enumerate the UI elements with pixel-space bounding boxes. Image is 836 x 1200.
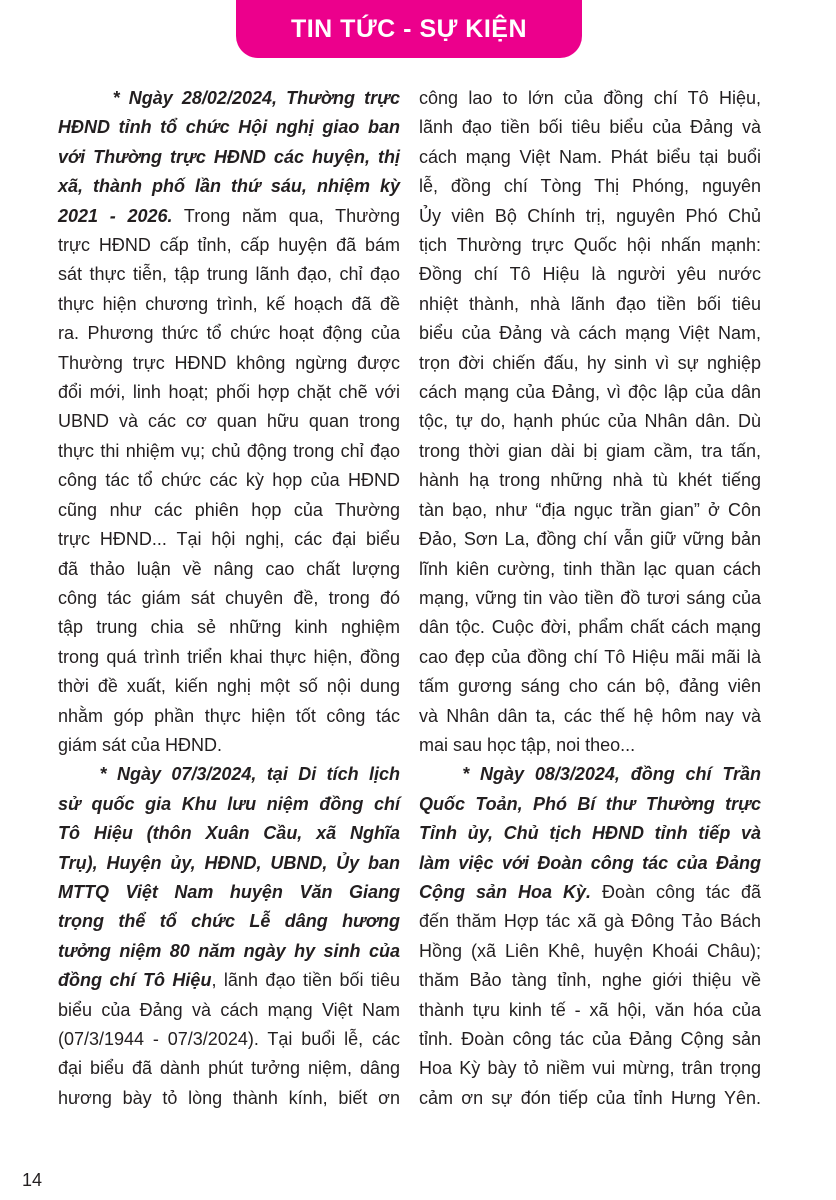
body-text: mai sau học tập, noi theo... (419, 734, 636, 755)
text-line (419, 819, 761, 848)
body-text: lễ, đồng chí Tòng Thị Phóng, nguyên (419, 176, 761, 197)
text-line (419, 878, 761, 907)
body-text: ra. Phương thức tổ chức hoạt động của (58, 323, 400, 344)
body-text: đổi mới, linh hoạt; phối hợp chặt chẽ với (58, 382, 400, 403)
text-line (58, 202, 400, 231)
text-line (58, 996, 400, 1025)
headline-text: Trụ), Huyện ủy, HĐND, UBND, Ủy ban (58, 852, 400, 873)
text-line (419, 466, 761, 495)
text-line (419, 702, 761, 731)
body-text: cách mạng Việt Nam. Phát biểu tại buổi (419, 146, 761, 167)
text-line (419, 849, 761, 878)
body-text: tịch Thường trực Quốc hội nhấn mạnh: (419, 235, 761, 256)
text-line (58, 555, 400, 584)
headline-text: Quốc Toản, Phó Bí thư Thường trực (419, 793, 761, 814)
text-line (58, 878, 400, 907)
text-line (419, 672, 761, 701)
body-text: thành tựu kinh tế - xã hội, văn hóa của (419, 999, 761, 1020)
text-line (419, 290, 761, 319)
body-text: Đoàn công tác đã (590, 881, 761, 902)
body-text: thực thi nhiệm vụ; chủ động trong chỉ đạo (58, 440, 400, 461)
text-line (58, 113, 400, 142)
body-text: hương bày tỏ lòng thành kính, biết ơn (58, 1087, 400, 1108)
headline-text: * Ngày 08/3/2024, đồng chí Trần (419, 764, 761, 785)
page-number: 14 (22, 1170, 43, 1190)
text-line (58, 584, 400, 613)
text-line (58, 290, 400, 319)
text-line (419, 731, 761, 760)
text-line (58, 907, 400, 936)
body-text: (07/3/1944 - 07/3/2024). Tại buổi lễ, các (58, 1029, 400, 1049)
body-text: đã thảo luận về nâng cao chất lượng (58, 558, 400, 579)
body-text: tấm gương sáng cho cán bộ, đảng viên (419, 676, 761, 697)
text-line (419, 1084, 761, 1113)
body-text: Hoa Kỳ bày tỏ niềm vui mừng, trân trọng (419, 1058, 761, 1079)
text-line (58, 378, 400, 407)
body-text: cảm ơn sự đón tiếp của tỉnh Hưng Yên. (419, 1087, 761, 1108)
body-text: công tác giám sát chuyên đề, trong đó (58, 587, 400, 608)
body-text: tộc, tự do, hạnh phúc của Nhân dân. Dù (419, 411, 761, 432)
text-line (58, 349, 400, 378)
body-text: lãnh đạo tiền bối tiêu biểu của Đảng và (419, 117, 761, 138)
text-line (58, 260, 400, 289)
text-line (419, 319, 761, 348)
body-text: hành hạ trong những nhà tù khét tiếng (419, 470, 761, 491)
headline-text: * Ngày 07/3/2024, tại Di tích lịch (58, 764, 400, 785)
text-line (419, 260, 761, 289)
text-line (419, 378, 761, 407)
section-banner (236, 0, 582, 58)
body-text: tàn bạo, như “địa ngục trần gian” ở Côn (419, 499, 761, 520)
text-line (58, 966, 400, 995)
body-text: thời đề xuất, kiến nghị một số nội dung (58, 676, 400, 697)
left-column (58, 84, 400, 1113)
body-text: , lãnh đạo tiền bối tiêu (211, 970, 400, 991)
text-line (419, 113, 761, 142)
text-line (58, 702, 400, 731)
body-text: cao đẹp của đồng chí Tô Hiệu mãi mãi là (419, 646, 761, 667)
body-text: trọn đời chiến đấu, hy sinh vì sự nghiệp (419, 352, 761, 373)
body-text: Đồng chí Tô Hiệu là người yêu nước (419, 264, 761, 285)
text-line (419, 760, 761, 789)
body-text: trực HĐND... Tại hội nghị, các đại biểu (58, 529, 400, 550)
text-line (58, 437, 400, 466)
headline-text: tưởng niệm 80 năm ngày hy sinh của (58, 940, 400, 961)
text-line (419, 1054, 761, 1083)
body-text: công tác tổ chức các kỳ họp của HĐND (58, 470, 400, 491)
body-text: giám sát của HĐND. (58, 734, 223, 755)
headline-text: làm việc với Đoàn công tác của Đảng (419, 852, 761, 873)
body-text: Đảo, Sơn La, đồng chí vẫn giữ vững bản (419, 529, 761, 550)
text-line (419, 937, 761, 966)
headline-text: sử quốc gia Khu lưu niệm đồng chí (58, 793, 400, 814)
body-text: trực HĐND cấp tỉnh, cấp huyện đã bám (58, 235, 400, 256)
text-line (58, 143, 400, 172)
text-line (419, 790, 761, 819)
text-line (419, 231, 761, 260)
headline-text: MTTQ Việt Nam huyện Văn Giang (58, 881, 400, 902)
text-line (58, 613, 400, 642)
text-line (419, 907, 761, 936)
right-column (419, 84, 761, 1113)
text-line (58, 760, 400, 789)
text-line (419, 1025, 761, 1054)
body-text: mạng, vững tin vào tiền đồ tươi sáng của (419, 587, 761, 608)
section-title: TIN TỨC - SỰ KIỆN (290, 14, 528, 43)
text-line (419, 496, 761, 525)
text-line (58, 525, 400, 554)
text-line (58, 731, 400, 760)
body-text: thăm Bảo tàng tỉnh, nghe giới thiệu về (419, 970, 761, 991)
body-text: lĩnh kiên cường, tinh thần lạc quan cách (419, 558, 761, 579)
headline-text: Cộng sản Hoa Kỳ. (419, 881, 591, 902)
body-text: công lao to lớn của đồng chí Tô Hiệu, (419, 88, 761, 108)
text-line (419, 349, 761, 378)
text-line (58, 790, 400, 819)
headline-text: với Thường trực HĐND các huyện, thị (58, 146, 400, 167)
text-line (58, 1025, 400, 1054)
text-line (419, 613, 761, 642)
text-line (419, 202, 761, 231)
text-line (419, 84, 761, 113)
text-line (419, 643, 761, 672)
headline-text: đồng chí Tô Hiệu (58, 970, 212, 991)
body-text: sát thực tiễn, tập trung lãnh đạo, chỉ đạo (58, 264, 400, 285)
body-text: dân tộc. Cuộc đời, phẩm chất cách mạng (419, 617, 761, 638)
text-line (58, 819, 400, 848)
body-text: tập trung chia sẻ những kinh nghiệm (58, 617, 400, 638)
body-text: nhiệt thành, nhà lãnh đạo tiền bối tiêu (419, 293, 761, 314)
body-text: trong thời gian dài bị giam cầm, tra tấn, (419, 440, 761, 461)
body-text: Hồng (xã Liên Khê, huyện Khoái Châu); (419, 940, 761, 961)
text-line (58, 849, 400, 878)
body-text: cách mạng của Đảng, vì độc lập của dân (419, 382, 761, 403)
text-line (58, 1054, 400, 1083)
body-text: Trong năm qua, Thường (172, 205, 400, 226)
body-text: Ủy viên Bộ Chính trị, nguyên Phó Chủ (419, 205, 761, 226)
body-text: trong quá trình triển khai thực hiện, đồng (58, 646, 400, 667)
text-line (419, 172, 761, 201)
text-line (58, 937, 400, 966)
text-line (58, 231, 400, 260)
body-text: biểu của Đảng và cách mạng Việt Nam (58, 999, 400, 1020)
body-text: nhằm góp phần thực hiện tốt công tác (58, 705, 400, 726)
body-text: UBND và các cơ quan hữu quan trong (58, 411, 400, 432)
headline-text: trọng thể tổ chức Lễ dâng hương (58, 911, 400, 932)
text-line (58, 466, 400, 495)
body-text: biểu của Đảng và cách mạng Việt Nam, (419, 323, 761, 344)
text-line (58, 172, 400, 201)
text-line (419, 525, 761, 554)
body-text: đại biểu đã dành phút tưởng niệm, dâng (58, 1058, 400, 1079)
text-line (419, 996, 761, 1025)
text-line (58, 672, 400, 701)
body-text: đến thăm Hợp tác xã gà Đông Tảo Bách (419, 911, 761, 932)
text-line (58, 496, 400, 525)
text-line (58, 1084, 400, 1113)
text-line (58, 407, 400, 436)
body-text: thực hiện chương trình, kế hoạch đã đề (58, 293, 400, 314)
text-line (419, 143, 761, 172)
text-line (419, 407, 761, 436)
body-text: Thường trực HĐND không ngừng được (58, 352, 400, 373)
text-line (58, 643, 400, 672)
text-line (419, 966, 761, 995)
text-line (58, 84, 400, 113)
headline-text: HĐND tỉnh tổ chức Hội nghị giao ban (58, 117, 400, 138)
headline-text: 2021 - 2026. (58, 205, 173, 226)
text-line (419, 555, 761, 584)
text-line (58, 319, 400, 348)
body-text: và Nhân dân ta, các thế hệ hôm nay và (419, 705, 761, 726)
text-line (419, 437, 761, 466)
headline-text: xã, thành phố lần thứ sáu, nhiệm kỳ (58, 176, 400, 197)
headline-text: Tô Hiệu (thôn Xuân Cầu, xã Nghĩa (58, 823, 400, 844)
headline-text: * Ngày 28/02/2024, Thường trực (58, 88, 400, 108)
text-line (419, 584, 761, 613)
body-text: cũng như các phiên họp của Thường (58, 499, 400, 520)
body-text: tỉnh. Đoàn công tác của Đảng Cộng sản (419, 1029, 761, 1049)
headline-text: Tỉnh ủy, Chủ tịch HĐND tỉnh tiếp và (419, 823, 761, 844)
